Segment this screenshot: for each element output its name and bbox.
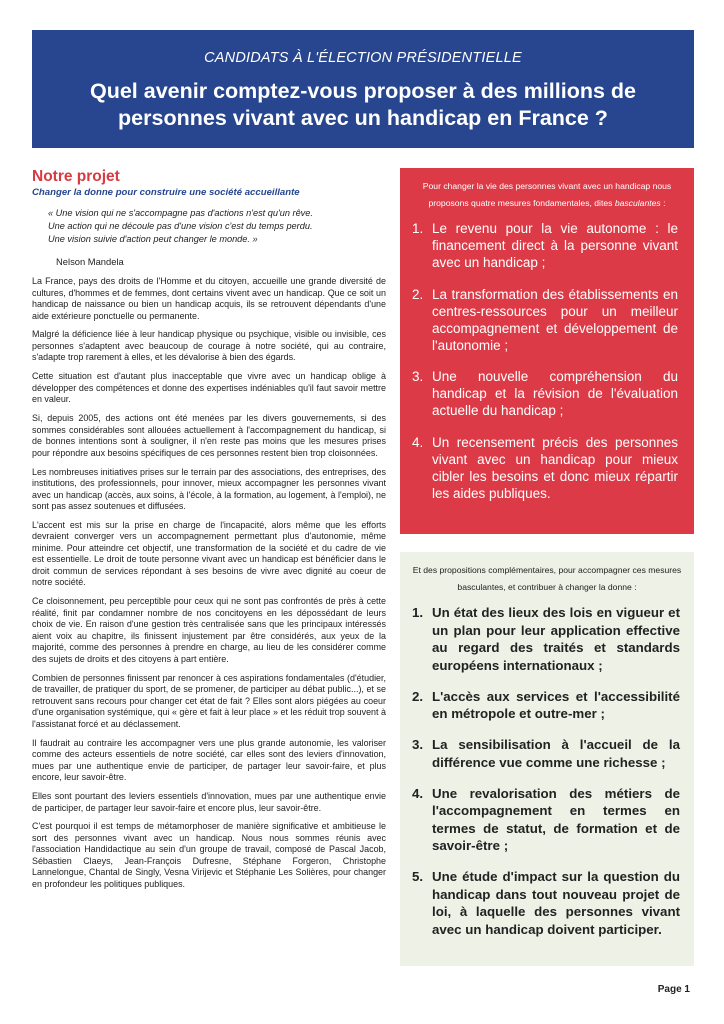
section-subtitle: Changer la donne pour construire une société accueillante (32, 187, 300, 198)
section-body (32, 276, 386, 890)
body-paragraph: La France, pays des droits de l'Homme et du citoyen, accueille une grande diversité de cultures, d'hommes et de femmes, dont certains vivent avec un handicap. Que ce soit un handicap de naissance ou bien un handicap acquis, ils se retrouvent dépendants d'une aide extérieure ponctuelle ou permanente. (32, 276, 386, 321)
quote-author: Nelson Mandela (56, 256, 124, 267)
section-title: Notre projet (32, 168, 120, 185)
body-paragraph: Il faudrait au contraire les accompagner vers une plus grande autonomie, les valoriser comme des acteurs essentiels de notre société, car elles sont des leviers d'innovation, mues par une authentique envie de participer, de partager leur savoir-faire, et plus encore, leur savoir-être. (32, 737, 386, 783)
header-banner (32, 30, 694, 148)
complementary-proposals-box (400, 552, 694, 966)
mandela-quote (48, 207, 386, 246)
body-paragraph: C'est pourquoi il est temps de métamorphoser de manière significative et ambitieuse le sort des personnes vivant avec un handicap. Nous nous sommes réunis avec l'association Handidactique au sein d'un groupe de travail, composé de Pascal Jacob, Sébastien Claeys, Jean-François Dufresne, Stéphane Forgeron, Christophe Lannelongue, Chantal de Singly, Vesna Virijevic et Stéphanie Les Solières, pour changer en profondeur les politiques publiques. (32, 821, 386, 889)
fundamental-measures-box (400, 168, 694, 534)
item-text: Une revalorisation des métiers de l'accompagnement en termes en termes de statut, de formation et de savoir-être ; (432, 785, 680, 853)
item-number: 1. (412, 221, 424, 236)
item-text: La transformation des établissements en centres-ressources pour un meilleur accompagnement et développement de l'autonomie ; (432, 286, 678, 353)
item-number: 3. (412, 369, 424, 384)
item-number: 5. (412, 869, 424, 884)
proposal-item (412, 604, 680, 674)
complementary-proposals-list (412, 604, 680, 952)
body-paragraph: Malgré la déficience liée à leur handicap physique ou psychique, visible ou invisible, ces personnes s'adaptent avec beaucoup de courage à notre société, qui au contraire, s'adapte trop rarement à elles, et les dévalorise à bien des égards. (32, 329, 386, 363)
quote-line: Une action qui ne découle pas d'une vision c'est du temps perdu. (48, 221, 313, 231)
project-section (32, 168, 386, 898)
proposal-item (412, 868, 680, 938)
item-number: 4. (412, 434, 424, 450)
item-number: 2. (412, 688, 424, 704)
proposal-item (412, 785, 680, 855)
banner-headline: Quel avenir comptez-vous proposer à des millions de personnes vivant avec un handicap en France ? (89, 79, 636, 130)
item-number: 2. (412, 286, 424, 302)
measure-item (412, 368, 678, 419)
item-number: 1. (412, 605, 424, 620)
green-box-intro: Et des propositions complémentaires, pour accompagner ces mesures basculantes, et contribuer à changer la donne : (412, 565, 682, 592)
quote-line: « Une vision qui ne s'accompagne pas d'actions n'est qu'un rêve. (48, 208, 313, 218)
proposal-item (412, 736, 680, 771)
red-intro-text: Pour changer la vie des personnes vivant avec un handicap nous proposons quatre mesures fondamentales, dites (422, 181, 672, 208)
item-text: L'accès aux services et l'accessibilité en métropole et outre-mer ; (432, 688, 680, 721)
red-intro-colon: : (660, 198, 666, 208)
item-text: Le revenu pour la vie autonome : le financement direct à la personne vivant avec un handicap ; (432, 221, 678, 270)
measure-item (412, 220, 678, 271)
item-text: Un recensement précis des personnes vivant avec un handicap pour mieux cibler les besoins et donc mieux répartir les aides publiques. (432, 434, 678, 501)
body-paragraph: Si, depuis 2005, des actions ont été menées par les divers gouvernements, si des sommes considérables sont allouées actuellement à l'accompagnement du handicap, si de bonnes intentions sont à souligner, il n'en reste pas moins que les mesures prises pour répondre aux besoins spécifiques de ces personnes restent bien trop cloisonnées. (32, 413, 386, 458)
body-paragraph: L'accent est mis sur la prise en charge de l'incapacité, alors même que les efforts devraient converger vers un accompagnement permettant plus d'autonomie, même minime. Pour atteindre cet objectif, une transformation de la société et du cadre de vie est essentielle. Le droit de toute personne vivant avec un handicap est bénéficier dans le droit commun de services répondant à ses besoins de vivre avec dignité au coeur de notre société. (32, 519, 386, 588)
item-text: Une nouvelle compréhension du handicap et la révision de l'évaluation actuelle du handicap ; (432, 369, 678, 418)
body-paragraph: Les nombreuses initiatives prises sur le terrain par des associations, des entreprises, des institutions, des professionnels, pour innover, mieux accompagner les personnes vivant avec un handicap (accès, aux soins, à l'école, à la formation, au logement, à l'emploi), ne sont pas assez soutenues et diffusées. (32, 466, 386, 512)
item-text: La sensibilisation à l'accueil de la différence vue comme une richesse ; (432, 737, 680, 770)
measure-item (412, 434, 678, 502)
red-intro-emphasis: basculantes (614, 198, 661, 208)
item-number: 3. (412, 737, 424, 752)
measure-item (412, 286, 678, 354)
banner-kicker: CANDIDATS À L'ÉLECTION PRÉSIDENTIELLE (204, 50, 522, 66)
proposal-item (412, 688, 680, 723)
page-number: Page 1 (657, 984, 690, 995)
item-text: Un état des lieux des lois en vigueur et un plan pour leur application effective au regard des traités et standards européens internationaux ; (432, 605, 680, 673)
fundamental-measures-list (412, 220, 678, 516)
red-box-intro (412, 178, 682, 212)
body-paragraph: Combien de personnes finissent par renoncer à ces aspirations fondamentales (d'étudier, de travailler, de pratiquer du sport, de se promener, de participer au débat public...), et se retrouvent sans recours pour changer cet état de fait ? Elles sont alors piégées au coeur d'une organisation systémique, qui « gère et fait à leur place » et les réduit trop souvent à l'assistanat forcé et au déclassement. (32, 672, 386, 729)
item-text: Une étude d'impact sur la question du handicap dans tout nouveau projet de loi, à laquelle des personnes vivant avec un handicap doivent participer. (432, 869, 680, 937)
body-paragraph: Ce cloisonnement, peu perceptible pour ceux qui ne sont pas confrontés de près à cette réalité, finit par condamner nombre de nos concitoyens en les dépossédant de leurs choix de vie. En raison d'une gestion très centralisée sans que les principaux intéressés aient voix au chapitre, ils finissent injustement par être considérés, aux yeux de la majorité, comme des personnes à prendre en charge, au lieu de les considérer comme des sujets de droits et des citoyens à part entière. (32, 596, 386, 664)
body-paragraph: Cette situation est d'autant plus inacceptable que vivre avec un handicap oblige à développer des compétences et donne des expertises indéniables qu'il faut savoir mettre en valeur. (32, 371, 386, 405)
body-paragraph: Elles sont pourtant des leviers essentiels d'innovation, mues par une authentique envie de participer, de partager leur savoir-faire et encore plus, leur savoir-être. (32, 791, 386, 813)
item-number: 4. (412, 785, 424, 801)
quote-line: Une vision suivie d'action peut changer le monde. » (48, 234, 258, 244)
